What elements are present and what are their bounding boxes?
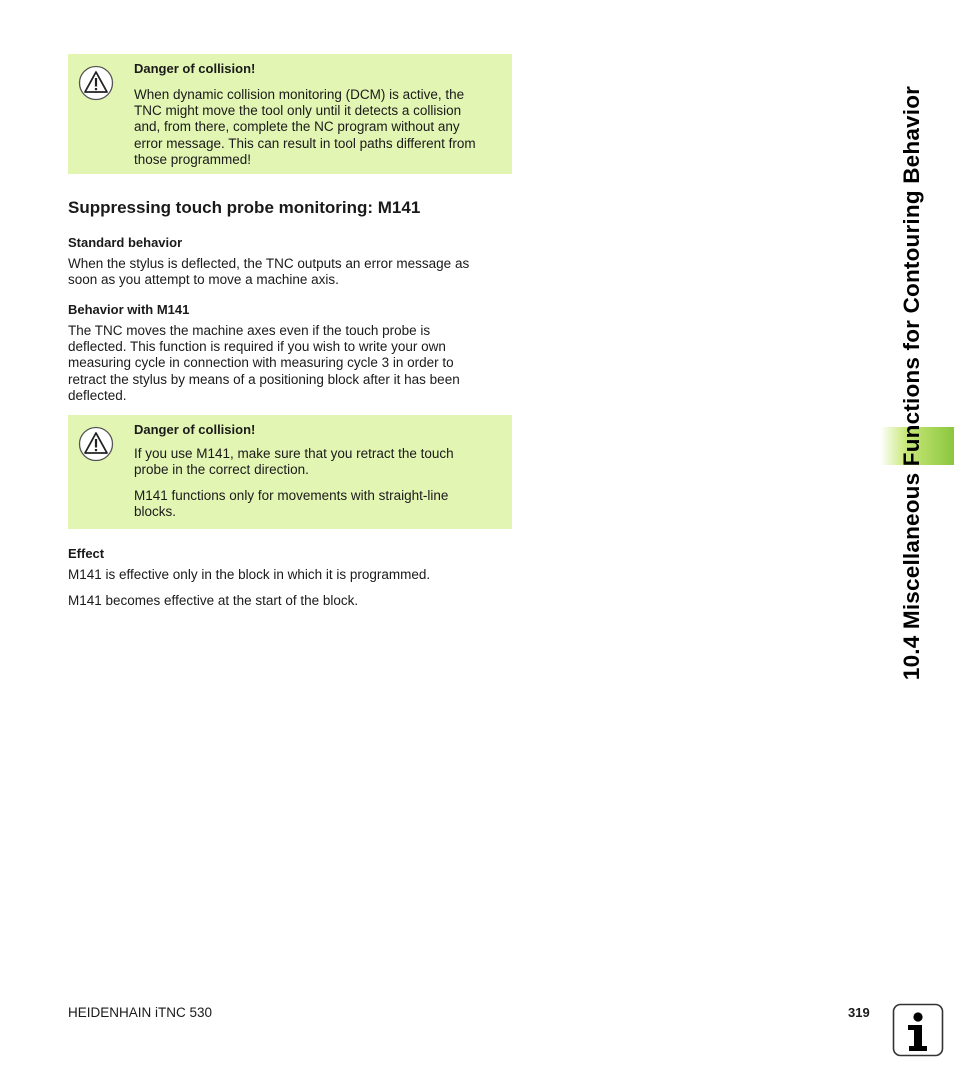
chapter-title: 10.4 Miscellaneous Functions for Contouring Behavior xyxy=(899,85,924,681)
effect-text: M141 becomes effective at the start of the block. xyxy=(68,593,359,608)
warning-text: M141 functions only for movements with straight-line blocks. xyxy=(134,488,449,520)
effect-heading: Effect xyxy=(68,546,105,561)
warning-title: Danger of collision! xyxy=(134,422,256,437)
warning-text: If you use M141, make sure that you retract the touch probe in the correct direction. xyxy=(134,446,454,478)
info-icon xyxy=(892,1003,944,1057)
effect-text: M141 is effective only in the block in which it is programmed. xyxy=(68,567,431,582)
standard-behavior-text: When the stylus is deflected, the TNC outputs an error message as soon as you attempt to move a machine axis. xyxy=(68,256,470,288)
footer-product: HEIDENHAIN iTNC 530 xyxy=(68,1005,213,1020)
collision-warning-box xyxy=(68,54,512,174)
standard-behavior-heading: Standard behavior xyxy=(68,235,183,250)
warning-triangle-icon xyxy=(78,65,114,101)
page-number: 319 xyxy=(848,1005,870,1020)
warning-text: When dynamic collision monitoring (DCM) is active, the TNC might move the tool only until it detects a collision and, from there, complete the NC program without any error message. This can result in tool paths different from those programmed! xyxy=(134,87,476,167)
m141-behavior-heading: Behavior with M141 xyxy=(68,302,190,317)
section-heading: Suppressing touch probe monitoring: M141 xyxy=(68,198,421,217)
m141-behavior-text: The TNC moves the machine axes even if the touch probe is deflected. This function is required if you wish to write your own measuring cycle in connection with measuring cycle 3 in order to retract the stylus by means of a positioning block after it has been deflected. xyxy=(68,323,460,403)
collision-warning-box xyxy=(68,415,512,529)
warning-title: Danger of collision! xyxy=(134,61,256,76)
warning-triangle-icon xyxy=(78,426,114,462)
